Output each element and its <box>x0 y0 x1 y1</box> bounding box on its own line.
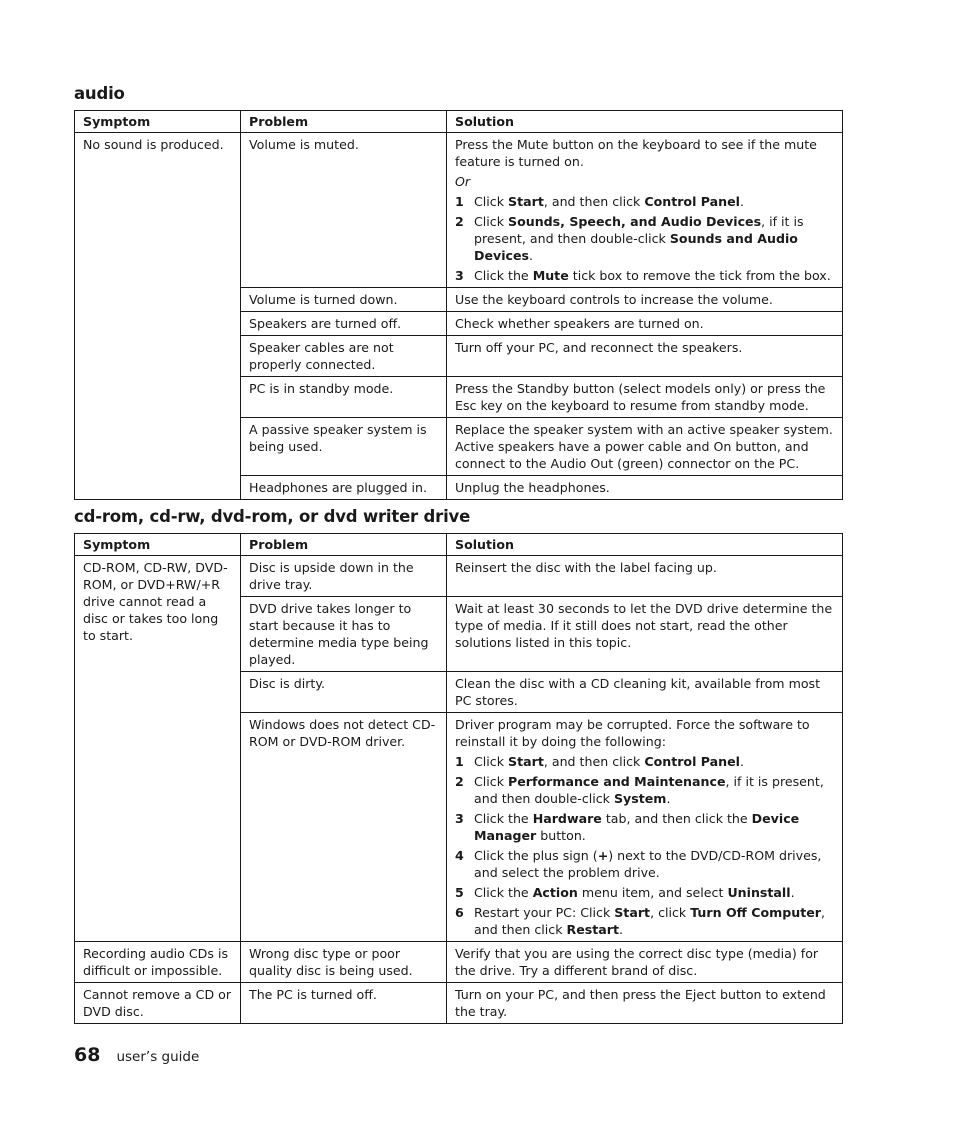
guide-label: user’s guide <box>116 1049 200 1065</box>
problem-cell: PC is in standby mode. <box>241 377 447 418</box>
text-run: Check whether speakers are turned on. <box>455 316 704 331</box>
text-run: Replace the speaker system with an active speaker system. Active speakers have a power cable and On button, and connect to the Audio Out (green) connector on the PC. <box>455 422 833 471</box>
text-run: Unplug the headphones. <box>455 480 610 495</box>
step-number: 1 <box>455 754 464 769</box>
text-run: . <box>790 885 795 900</box>
step-text <box>474 753 834 770</box>
step-item <box>455 847 834 881</box>
text-run: Control Panel <box>644 754 741 769</box>
text-run: Sounds and Audio Devices <box>474 231 798 263</box>
solution-text <box>455 675 834 709</box>
step-item <box>455 267 834 284</box>
text-run: Click the plus sign ( <box>474 848 598 863</box>
solution-text <box>455 600 834 651</box>
problem-cell: Volume is turned down. <box>241 288 447 312</box>
solution-text <box>455 479 834 496</box>
text-run: Performance and Maintenance <box>508 774 726 789</box>
text-run: Use the keyboard controls to increase the volume. <box>455 292 773 307</box>
text-run: Control Panel <box>644 194 741 209</box>
text-run: Device Manager <box>474 811 800 843</box>
text-run: , and then click <box>474 905 826 937</box>
text-run: tick box to remove the tick from the box. <box>568 268 831 283</box>
text-run: , and then click <box>543 194 645 209</box>
problem-cell: DVD drive takes longer to start because it has to determine media type being played. <box>241 597 447 672</box>
solution-cell <box>447 288 843 312</box>
text-run: Turn Off Computer <box>690 905 822 920</box>
text-run: . <box>618 922 623 937</box>
text-run: . <box>740 754 745 769</box>
step-number: 2 <box>455 214 464 229</box>
solution-cell <box>447 672 843 713</box>
text-run: Driver program may be corrupted. Force the software to reinstall it by doing the following: <box>455 717 810 749</box>
step-list <box>455 753 834 938</box>
text-run: Hardware <box>532 811 602 826</box>
text-run: , and then click <box>543 754 645 769</box>
table-row <box>75 556 843 597</box>
step-list <box>455 193 834 284</box>
text-run: Restart <box>566 922 619 937</box>
symptom-cell: Cannot remove a CD or DVD disc. <box>75 983 241 1024</box>
text-run: Mute <box>532 268 569 283</box>
step-number: 4 <box>455 848 464 863</box>
header-symptom: Symptom <box>75 111 241 133</box>
or-text: Or <box>455 174 471 189</box>
text-run: Clean the disc with a CD cleaning kit, available from most PC stores. <box>455 676 821 708</box>
text-run: Click <box>474 194 509 209</box>
table-header-row <box>75 111 843 133</box>
page-number: 68 <box>74 1044 101 1066</box>
solution-text <box>455 380 834 414</box>
table-row <box>75 133 843 288</box>
step-number: 3 <box>455 268 464 283</box>
text-run: Click <box>474 774 509 789</box>
text-run: Click the <box>474 268 533 283</box>
step-text <box>474 884 834 901</box>
solution-text <box>455 315 834 332</box>
solution-cell <box>447 133 843 288</box>
text-run: , if it is present, and then double-click <box>474 214 804 246</box>
solution-cell <box>447 983 843 1024</box>
step-number: 6 <box>455 905 464 920</box>
text-run: + <box>597 848 609 863</box>
section-title-drive: cd-rom, cd-rw, dvd-rom, or dvd writer drive <box>74 507 471 526</box>
solution-cell <box>447 336 843 377</box>
step-number: 5 <box>455 885 464 900</box>
step-text <box>474 904 834 938</box>
text-run: Start <box>508 194 544 209</box>
solution-text <box>455 559 834 576</box>
problem-cell: Disc is dirty. <box>241 672 447 713</box>
page-footer <box>74 1044 199 1066</box>
step-item <box>455 773 834 807</box>
header-problem: Problem <box>241 534 447 556</box>
header-symptom: Symptom <box>75 534 241 556</box>
problem-cell: The PC is turned off. <box>241 983 447 1024</box>
step-item <box>455 810 834 844</box>
text-run: Start <box>614 905 651 920</box>
solution-text <box>455 986 834 1020</box>
text-run: Sounds, Speech, and Audio Devices <box>508 214 762 229</box>
solution-cell <box>447 713 843 942</box>
symptom-cell: Recording audio CDs is difficult or impossible. <box>75 942 241 983</box>
problem-cell: Headphones are plugged in. <box>241 476 447 500</box>
solution-text <box>455 291 834 308</box>
solution-text <box>455 421 834 472</box>
text-run: , click <box>650 905 691 920</box>
solution-cell <box>447 597 843 672</box>
step-text <box>474 847 834 881</box>
text-run: . <box>529 248 534 263</box>
text-run: Verify that you are using the correct disc type (media) for the drive. Try a different brand of disc. <box>455 946 819 978</box>
table-header-row <box>75 534 843 556</box>
text-run: Start <box>508 754 544 769</box>
solution-cell <box>447 556 843 597</box>
step-text <box>474 193 834 210</box>
text-run: , if it is present, and then double-click <box>474 774 824 806</box>
header-problem: Problem <box>241 111 447 133</box>
problem-cell: A passive speaker system is being used. <box>241 418 447 476</box>
table-row <box>75 983 843 1024</box>
text-run: Action <box>532 885 578 900</box>
step-item <box>455 884 834 901</box>
table-row <box>75 942 843 983</box>
step-item <box>455 753 834 770</box>
text-run: tab, and then click the <box>601 811 752 826</box>
problem-cell: Windows does not detect CD-ROM or DVD-ROM driver. <box>241 713 447 942</box>
step-item <box>455 213 834 264</box>
solution-cell <box>447 418 843 476</box>
text-run: . <box>740 194 745 209</box>
text-run: Turn off your PC, and reconnect the speakers. <box>455 340 743 355</box>
solution-cell <box>447 476 843 500</box>
solution-text <box>455 339 834 356</box>
text-run: Wait at least 30 seconds to let the DVD drive determine the type of media. If it still does not start, read the other solutions listed in this topic. <box>455 601 833 650</box>
problem-cell: Speakers are turned off. <box>241 312 447 336</box>
text-run: Click the <box>474 811 533 826</box>
step-number: 3 <box>455 811 464 826</box>
text-run: Click <box>474 754 509 769</box>
step-text <box>474 213 834 264</box>
problem-cell: Speaker cables are not properly connected. <box>241 336 447 377</box>
text-run: . <box>666 791 671 806</box>
symptom-cell: CD-ROM, CD-RW, DVD-ROM, or DVD+RW/+R drive cannot read a disc or takes too long to start. <box>75 556 241 942</box>
text-run: menu item, and select <box>577 885 728 900</box>
problem-cell: Volume is muted. <box>241 133 447 288</box>
text-run: Click <box>474 214 509 229</box>
solution-cell <box>447 377 843 418</box>
text-run: Press the Standby button (select models only) or press the Esc key on the keyboard to resume from standby mode. <box>455 381 826 413</box>
solution-cell <box>447 312 843 336</box>
step-item <box>455 193 834 210</box>
solution-cell <box>447 942 843 983</box>
audio-table <box>74 110 843 500</box>
solution-text <box>455 136 834 170</box>
header-solution: Solution <box>447 534 843 556</box>
text-run: ) next to the DVD/CD-ROM drives, and select the problem drive. <box>474 848 822 880</box>
text-run: Reinsert the disc with the label facing up. <box>455 560 717 575</box>
text-run: Press the Mute button on the keyboard to see if the mute feature is turned on. <box>455 137 817 169</box>
text-run: button. <box>536 828 586 843</box>
step-text <box>474 267 834 284</box>
section-title-audio: audio <box>74 84 125 103</box>
header-solution: Solution <box>447 111 843 133</box>
step-text <box>474 773 834 807</box>
text-run: Click the <box>474 885 533 900</box>
step-item <box>455 904 834 938</box>
step-number: 2 <box>455 774 464 789</box>
text-run: System <box>613 791 667 806</box>
step-number: 1 <box>455 194 464 209</box>
text-run: Restart your PC: Click <box>474 905 615 920</box>
symptom-cell: No sound is produced. <box>75 133 241 500</box>
text-run: Turn on your PC, and then press the Eject button to extend the tray. <box>455 987 826 1019</box>
drive-table <box>74 533 843 1024</box>
solution-text <box>455 945 834 979</box>
text-run: Uninstall <box>727 885 791 900</box>
problem-cell: Wrong disc type or poor quality disc is being used. <box>241 942 447 983</box>
solution-text <box>455 716 834 750</box>
problem-cell: Disc is upside down in the drive tray. <box>241 556 447 597</box>
step-text <box>474 810 834 844</box>
